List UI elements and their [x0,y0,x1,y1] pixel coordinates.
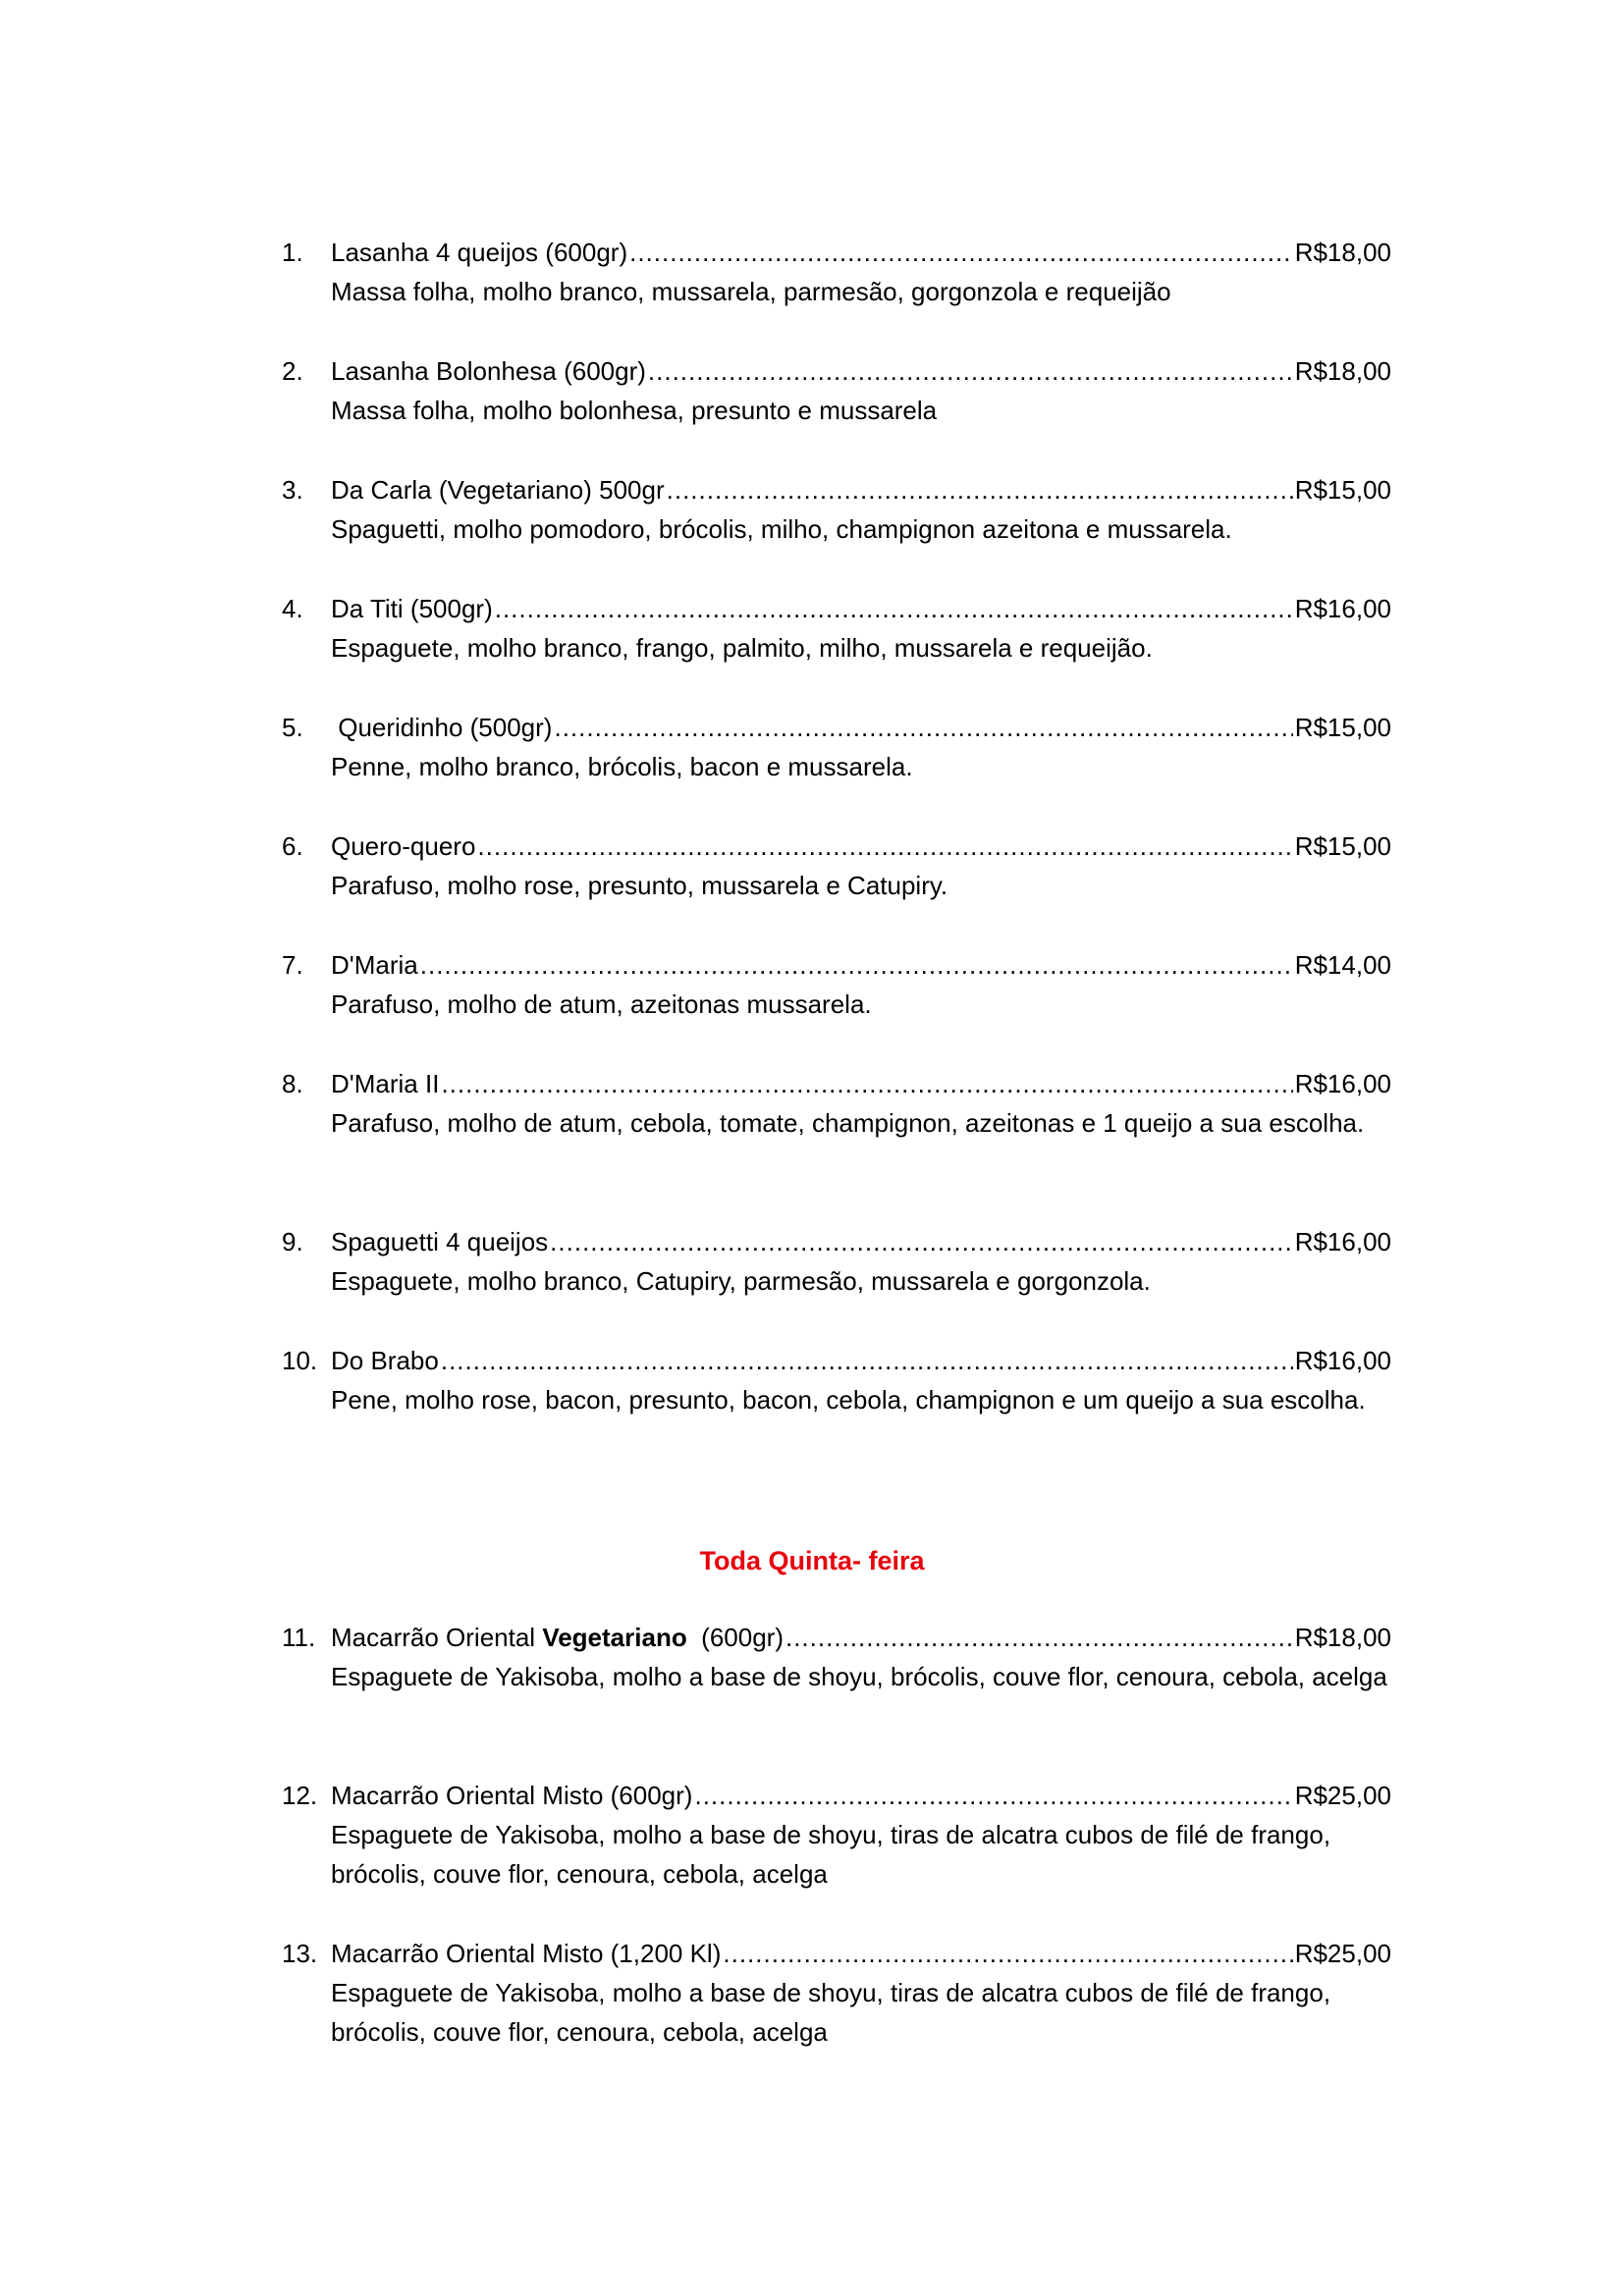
item-title-bold: Vegetariano [542,1623,687,1652]
item-price: R$25,00 [1294,1781,1391,1810]
item-number: 4. [282,594,303,623]
item-number: 13. [282,1939,318,1968]
menu-item [282,1618,1391,1696]
item-title: D'Maria [331,950,418,980]
item-price: R$14,00 [1294,950,1391,980]
item-description: Massa folha, molho bolonhesa, presunto e mussarela [331,396,938,425]
item-description: Parafuso, molho de atum, azeitonas mussarela. [331,989,872,1019]
dot-leader [723,1934,1292,1973]
section-heading: Toda Quinta- feira [699,1546,925,1575]
item-title: D'Maria II [331,1069,440,1098]
dot-leader [667,470,1293,509]
dot-leader [441,1064,1292,1103]
item-price: R$16,00 [1294,594,1391,623]
item-title-suffix: (600gr) [686,1623,784,1652]
item-description: Espaguete de Yakisoba, molho a base de shoyu, tiras de alcatra cubos de filé de frango, brócolis, couve flor, cenoura, cebola, acelga [331,1820,1331,1889]
menu-item [282,827,1391,905]
item-title: Spaguetti 4 queijos [331,1227,549,1256]
item-title: Do Brabo [331,1346,439,1375]
item-description: Pene, molho rose, bacon, presunto, bacon, cebola, champignon e um queijo a sua escolha. [331,1385,1366,1415]
item-price: R$25,00 [1294,1939,1391,1968]
item-number: 5. [282,713,303,742]
item-description: Spaguetti, molho pomodoro, brócolis, milho, champignon azeitona e mussarela. [331,514,1232,544]
dot-leader [785,1618,1293,1657]
menu-item [282,351,1391,430]
item-title: Queridinho (500gr) [331,713,553,742]
item-title: Lasanha 4 queijos (600gr) [331,238,628,267]
item-number: 2. [282,356,303,386]
item-number: 10. [282,1346,318,1375]
item-title: Da Titi (500gr) [331,594,493,623]
item-number: 6. [282,831,303,861]
item-price: R$16,00 [1294,1346,1391,1375]
item-price: R$15,00 [1294,475,1391,505]
item-description: Parafuso, molho de atum, cebola, tomate, champignon, azeitonas e 1 queijo a sua escolha. [331,1108,1365,1138]
item-number: 3. [282,475,303,505]
item-title: Lasanha Bolonhesa (600gr) [331,356,646,386]
dot-leader [694,1776,1292,1815]
menu-item [282,1934,1391,2052]
dot-leader [441,1341,1293,1380]
item-title-prefix: Macarrão Oriental [331,1623,543,1652]
item-description: Espaguete, molho branco, frango, palmito, milho, mussarela e requeijão. [331,633,1153,663]
dot-leader [495,589,1293,628]
menu-item [282,945,1391,1024]
item-price: R$15,00 [1294,713,1391,742]
item-price: R$18,00 [1294,1623,1391,1652]
dot-leader [554,708,1292,747]
item-description: Penne, molho branco, brócolis, bacon e mussarela. [331,752,913,781]
item-description: Massa folha, molho branco, mussarela, parmesão, gorgonzola e requeijão [331,277,1171,306]
item-number: 1. [282,238,303,267]
item-title: Da Carla (Vegetariano) 500gr [331,475,665,505]
menu-item [282,1222,1391,1301]
dot-leader [477,827,1292,866]
dot-leader [420,945,1293,985]
item-price: R$15,00 [1294,831,1391,861]
item-number: 9. [282,1227,303,1256]
item-number: 7. [282,950,303,980]
item-price: R$16,00 [1294,1069,1391,1098]
menu-item [282,589,1391,667]
item-description: Parafuso, molho rose, presunto, mussarela e Catupiry. [331,871,948,900]
dot-leader [629,233,1293,272]
item-description: Espaguete, molho branco, Catupiry, parmesão, mussarela e gorgonzola. [331,1266,1151,1296]
dot-leader [648,351,1293,391]
dot-leader [550,1222,1293,1261]
item-title: Quero-quero [331,831,476,861]
menu-item [282,708,1391,786]
item-title: Macarrão Oriental Misto (600gr) [331,1781,693,1810]
item-description: Espaguete de Yakisoba, molho a base de shoyu, tiras de alcatra cubos de filé de frango, brócolis, couve flor, cenoura, cebola, acelga [331,1978,1331,2047]
item-number: 11. [282,1623,316,1652]
item-number: 8. [282,1069,303,1098]
menu-item [282,1064,1391,1143]
item-description: Espaguete de Yakisoba, molho a base de shoyu, brócolis, couve flor, cenoura, cebola, acelga [331,1662,1387,1691]
menu-item [282,1341,1391,1419]
item-title [331,1618,784,1657]
menu-item [282,470,1391,549]
item-price: R$16,00 [1294,1227,1391,1256]
item-title: Macarrão Oriental Misto (1,200 Kl) [331,1939,722,1968]
item-price: R$18,00 [1294,356,1391,386]
menu-item [282,1776,1391,1894]
menu-item [282,233,1391,311]
item-price: R$18,00 [1294,238,1391,267]
item-number: 12. [282,1781,318,1810]
